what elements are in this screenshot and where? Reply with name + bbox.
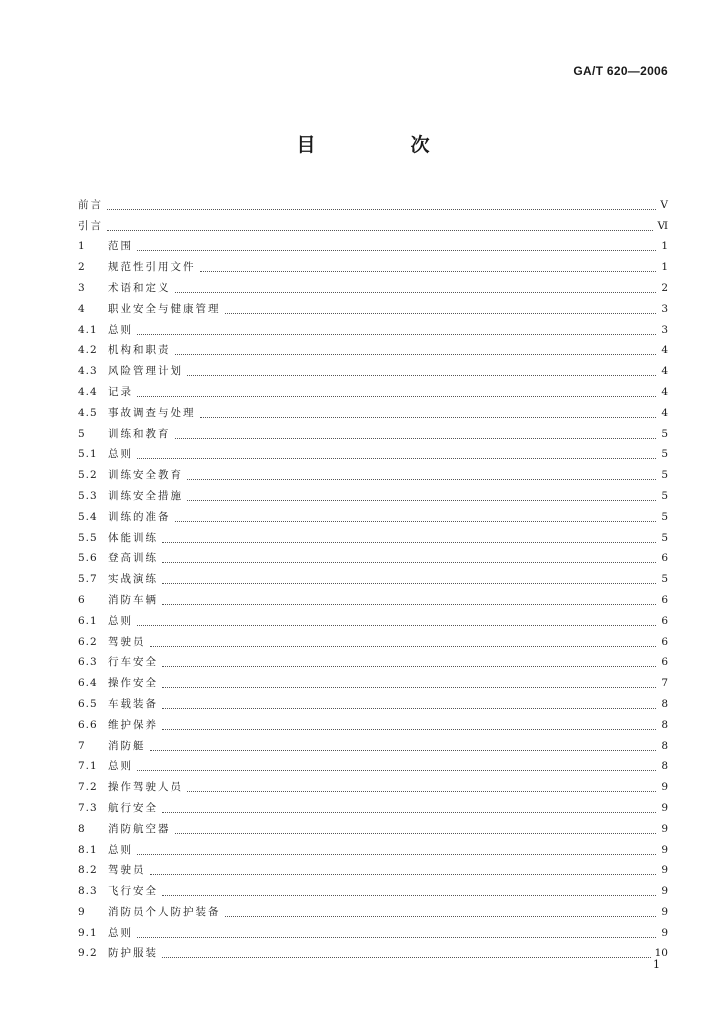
toc-entry-label: 行车安全 <box>108 656 158 669</box>
toc-entry-number: 5 <box>78 427 86 440</box>
toc-entry-page: 9 <box>661 843 668 856</box>
dot-leader <box>225 904 657 917</box>
dot-leader <box>137 446 656 459</box>
dot-leader <box>137 613 656 626</box>
toc-entry <box>78 876 668 897</box>
toc-entry <box>78 460 668 481</box>
toc-entry <box>78 377 668 398</box>
toc-entry-label: 总则 <box>108 448 133 461</box>
toc-entry <box>78 856 668 877</box>
dot-leader <box>162 530 656 543</box>
dot-leader <box>225 301 657 314</box>
toc-entry <box>78 752 668 773</box>
toc-entry-number: 9.1 <box>78 926 98 939</box>
toc-entry-label: 训练的准备 <box>108 510 171 523</box>
toc-entry-label: 事故调查与处理 <box>108 406 196 419</box>
dot-leader <box>187 779 656 792</box>
dot-leader <box>162 654 656 667</box>
toc-entry-page: 5 <box>661 427 668 440</box>
dot-leader <box>137 238 656 251</box>
toc-entry <box>78 481 668 502</box>
toc-entry-label: 范围 <box>108 240 133 253</box>
toc-entry-label: 驾驶员 <box>108 864 146 877</box>
toc-entry-number: 8.2 <box>78 864 98 877</box>
dot-leader <box>162 571 656 584</box>
toc-entry-label: 记录 <box>108 385 133 398</box>
dot-leader <box>137 758 656 771</box>
toc-entry-number: 5.3 <box>78 489 98 502</box>
toc-entry-label: 训练安全教育 <box>108 469 183 482</box>
toc-entry <box>78 939 668 960</box>
toc-entry-number: 7.2 <box>78 781 98 794</box>
dot-leader <box>200 259 657 272</box>
dot-leader <box>162 800 656 813</box>
toc-entry-page: 8 <box>661 739 668 752</box>
toc-entry <box>78 544 668 565</box>
toc-entry-number: 7.3 <box>78 801 98 814</box>
dot-leader <box>137 842 656 855</box>
toc-entry <box>78 710 668 731</box>
toc-entry-number: 8 <box>78 822 86 835</box>
toc-entry-page: 9 <box>661 781 668 794</box>
toc-entry-label: 航行安全 <box>108 801 158 814</box>
toc-entry <box>78 273 668 294</box>
toc-entry-page: 9 <box>661 864 668 877</box>
toc-entry-number: 8.1 <box>78 843 98 856</box>
toc-entry-page: 5 <box>661 469 668 482</box>
toc-entry <box>78 918 668 939</box>
toc-entry-page: 3 <box>661 323 668 336</box>
toc-entry-label: 操作安全 <box>108 677 158 690</box>
toc-entry-number: 3 <box>78 281 86 294</box>
toc-entry-page: 6 <box>661 552 668 565</box>
dot-leader <box>162 592 656 605</box>
toc-entry <box>78 648 668 669</box>
toc-entry-page: 9 <box>661 905 668 918</box>
toc-entry-label: 规范性引用文件 <box>108 261 196 274</box>
toc-entry-label: 消防员个人防护装备 <box>108 905 221 918</box>
page-title: 目 次 <box>296 134 468 156</box>
toc-entry-page: 9 <box>661 801 668 814</box>
toc-entry-number: 7.1 <box>78 760 98 773</box>
toc-entry-number: 6.3 <box>78 656 98 669</box>
dot-leader <box>175 342 657 355</box>
dot-leader <box>137 384 656 397</box>
toc-entry-label: 总则 <box>108 614 133 627</box>
toc-entry-label: 总则 <box>108 926 133 939</box>
toc-entry-number: 9 <box>78 905 86 918</box>
toc-entry-number: 5.6 <box>78 552 98 565</box>
toc-entry-page: V <box>660 198 668 211</box>
toc-entry <box>78 772 668 793</box>
toc-entry <box>78 627 668 648</box>
toc-entry-label: 消防航空器 <box>108 822 171 835</box>
toc-entry-page: 5 <box>661 489 668 502</box>
toc-entry-number: 5.4 <box>78 510 98 523</box>
toc-entry-label: 总则 <box>108 843 133 856</box>
toc-entry-number: 4.4 <box>78 385 98 398</box>
toc-entry-page: 8 <box>661 718 668 731</box>
toc-entry <box>78 564 668 585</box>
toc-entry-page: 7 <box>661 677 668 690</box>
toc-entry <box>78 814 668 835</box>
toc-entry-number: 6.5 <box>78 697 98 710</box>
dot-leader <box>150 738 657 751</box>
toc-entry-number: 6.4 <box>78 677 98 690</box>
toc-entry-page: 8 <box>661 760 668 773</box>
toc-entry <box>78 523 668 544</box>
toc-entry-label: 机构和职责 <box>108 344 171 357</box>
toc-entry-label: 风险管理计划 <box>108 365 183 378</box>
toc-entry <box>78 232 668 253</box>
toc-entry-number: 6.1 <box>78 614 98 627</box>
toc-entry <box>78 835 668 856</box>
toc-entry-page: 5 <box>661 573 668 586</box>
toc-entry-number: 5.2 <box>78 469 98 482</box>
dot-leader <box>175 821 657 834</box>
dot-leader <box>107 218 653 231</box>
toc-entry-page: 4 <box>661 385 668 398</box>
toc-entry-page: 9 <box>661 822 668 835</box>
toc-entry-label: 总则 <box>108 760 133 773</box>
toc-entry-label: 职业安全与健康管理 <box>108 302 221 315</box>
dot-leader <box>150 862 657 875</box>
dot-leader <box>175 280 657 293</box>
toc-entry-number: 4 <box>78 302 86 315</box>
toc-entry-label: 前言 <box>78 198 103 211</box>
toc-entry-page: 5 <box>661 510 668 523</box>
standard-code: GA/T 620—2006 <box>573 64 668 78</box>
dot-leader <box>162 883 656 896</box>
toc-entry-page: 9 <box>661 885 668 898</box>
toc-entry-label: 实战演练 <box>108 573 158 586</box>
toc-entry-label: 消防车辆 <box>108 593 158 606</box>
toc-entry-page: Ⅵ <box>657 219 668 232</box>
toc-entry <box>78 731 668 752</box>
dot-leader <box>107 197 656 210</box>
toc-entry <box>78 211 668 232</box>
dot-leader <box>187 488 656 501</box>
toc-entry-label: 体能训练 <box>108 531 158 544</box>
toc-entry <box>78 294 668 315</box>
toc-entry <box>78 897 668 918</box>
toc-entry-label: 操作驾驶人员 <box>108 781 183 794</box>
page-number: 1 <box>653 958 660 971</box>
toc-entry-page: 10 <box>654 947 668 960</box>
toc-entry <box>78 190 668 211</box>
toc-entry <box>78 252 668 273</box>
toc-entry-number: 8.3 <box>78 885 98 898</box>
toc-entry-number: 9.2 <box>78 947 98 960</box>
toc-entry-label: 术语和定义 <box>108 281 171 294</box>
toc-entry-page: 6 <box>661 614 668 627</box>
toc-entry-label: 登高训练 <box>108 552 158 565</box>
toc-entry-label: 训练安全措施 <box>108 489 183 502</box>
toc-entry-number: 4.5 <box>78 406 98 419</box>
toc-entry-page: 8 <box>661 697 668 710</box>
toc-entry-number: 4.2 <box>78 344 98 357</box>
dot-leader <box>175 509 657 522</box>
toc-entry <box>78 315 668 336</box>
toc-entry <box>78 336 668 357</box>
toc-entry-number: 6.6 <box>78 718 98 731</box>
toc-entry-number: 6.2 <box>78 635 98 648</box>
toc-entry <box>78 440 668 461</box>
toc-entry-label: 训练和教育 <box>108 427 171 440</box>
toc-entry <box>78 585 668 606</box>
toc-entry-label: 维护保养 <box>108 718 158 731</box>
toc-entry-number: 2 <box>78 261 86 274</box>
table-of-contents <box>78 190 668 959</box>
toc-entry-label: 飞行安全 <box>108 885 158 898</box>
toc-entry-label: 车载装备 <box>108 697 158 710</box>
toc-entry-label: 总则 <box>108 323 133 336</box>
toc-entry-number: 5.5 <box>78 531 98 544</box>
dot-leader <box>200 405 657 418</box>
toc-entry <box>78 668 668 689</box>
toc-entry-page: 2 <box>661 281 668 294</box>
toc-entry-page: 4 <box>661 344 668 357</box>
dot-leader <box>162 550 656 563</box>
toc-entry-label: 防护服装 <box>108 947 158 960</box>
toc-entry <box>78 689 668 710</box>
toc-entry-label: 引言 <box>78 219 103 232</box>
toc-entry-page: 4 <box>661 406 668 419</box>
dot-leader <box>162 717 656 730</box>
toc-entry-page: 3 <box>661 302 668 315</box>
toc-entry-page: 6 <box>661 593 668 606</box>
toc-entry-page: 6 <box>661 635 668 648</box>
dot-leader <box>162 696 656 709</box>
toc-entry-page: 5 <box>661 448 668 461</box>
dot-leader <box>187 467 656 480</box>
toc-entry-number: 5.7 <box>78 573 98 586</box>
toc-entry-page: 4 <box>661 365 668 378</box>
toc-entry <box>78 502 668 523</box>
toc-entry-number: 4.1 <box>78 323 98 336</box>
toc-entry <box>78 398 668 419</box>
toc-entry-number: 7 <box>78 739 86 752</box>
toc-entry-page: 1 <box>661 240 668 253</box>
toc-entry <box>78 419 668 440</box>
dot-leader <box>175 426 657 439</box>
dot-leader <box>162 945 651 958</box>
toc-entry-number: 5.1 <box>78 448 98 461</box>
dot-leader <box>137 322 656 335</box>
toc-entry-page: 6 <box>661 656 668 669</box>
toc-entry-page: 1 <box>661 261 668 274</box>
toc-entry-page: 5 <box>661 531 668 544</box>
toc-entry-number: 1 <box>78 240 86 253</box>
toc-entry-page: 9 <box>661 926 668 939</box>
toc-entry-number: 4.3 <box>78 365 98 378</box>
toc-entry <box>78 356 668 377</box>
dot-leader <box>162 675 656 688</box>
toc-entry-number: 6 <box>78 593 86 606</box>
toc-entry-label: 消防艇 <box>108 739 146 752</box>
dot-leader <box>150 634 657 647</box>
toc-entry <box>78 793 668 814</box>
dot-leader <box>187 363 656 376</box>
toc-entry-label: 驾驶员 <box>108 635 146 648</box>
dot-leader <box>137 925 656 938</box>
toc-entry <box>78 606 668 627</box>
